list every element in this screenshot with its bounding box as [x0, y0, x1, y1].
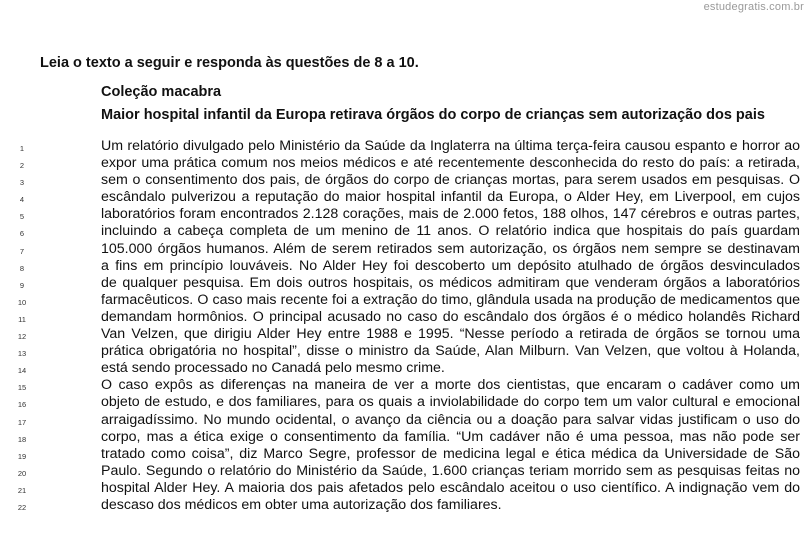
line-number: 21: [17, 485, 27, 495]
line-number: 18: [17, 434, 27, 444]
instruction-heading: Leia o texto a seguir e responda às questões de 8 a 10.: [40, 55, 419, 71]
text-line: corpo, mas a ética exige o consentimento da família. “Um cadáver não é uma pessoa, mas não pode ser: [101, 428, 800, 445]
line-number: 15: [17, 383, 27, 393]
line-number: 13: [17, 349, 27, 359]
article-body: [101, 138, 800, 514]
text-line: tratado como coisa”, diz Marco Segre, professor de medicina legal e ética médica da Universidade de São: [101, 445, 800, 462]
text-line: prática obrigatória no hospital”, disse o ministro da Saúde, Alan Milburn. Van Velzen, que voltou à Holanda,: [101, 343, 800, 360]
text-line: O caso expôs as diferenças na maneira de ver a morte dos cientistas, que encaram o cadáver como um: [101, 377, 800, 394]
line-number: 5: [19, 212, 25, 222]
text-line: Paulo. Segundo o relatório do Ministério da Saúde, 1.600 crianças teriam morrido sem as pesquisas feitas no: [101, 462, 800, 479]
line-number: 3: [19, 178, 25, 188]
text-line: escândalo pulverizou a reputação do maior hospital infantil da Europa, o Alder Hey, em Liverpool, em cujos: [101, 189, 800, 206]
text-line: laboratórios foram encontrados 2.128 corações, mais de 2.000 fetos, 188 olhos, 147 cérebros e outras partes,: [101, 206, 800, 223]
text-line: a fins em princípio louváveis. No Alder Hey foi descoberto um depósito atulhado de órgãos desvinculados: [101, 257, 800, 274]
line-number: 1: [19, 144, 25, 153]
line-number: 16: [17, 400, 27, 410]
text-line: de qualquer pesquisa. Em dois outros hospitais, os médicos admitiram que venderam órgãos a laboratórios: [101, 274, 800, 291]
collection-title: Coleção macabra: [101, 84, 222, 100]
text-line: hospital Alder Hey. A maioria dos pais afetados pelo escândalo aceitou o uso científico. A indignação vem do: [101, 479, 800, 496]
text-line: está sendo processado no Canadá pelo mesmo crime.: [101, 360, 445, 377]
site-watermark: estudegratis.com.br: [703, 1, 804, 13]
text-line: objeto de estudo, e dos familiares, para os quais a inviolabilidade do corpo tem um valor cultural e emocional: [101, 394, 800, 411]
line-number: 12: [17, 332, 27, 342]
article-headline: Maior hospital infantil da Europa retirava órgãos do corpo de crianças sem autorização dos pais: [101, 107, 765, 123]
line-number: 22: [17, 502, 27, 512]
line-number: 4: [19, 195, 25, 205]
text-line: arraigadíssimo. No mundo ocidental, o avanço da ciência ou a doação para salvar vidas justificam o uso do: [101, 411, 800, 428]
line-number: 7: [19, 246, 25, 256]
line-number: 11: [18, 314, 26, 324]
line-number-column: [14, 138, 30, 514]
text-line: expor uma prática comum nos meios médicos e até recentemente desconhecida do resto do país: a retirada,: [101, 155, 800, 172]
line-number: 8: [19, 263, 25, 273]
line-number: 9: [19, 280, 25, 290]
text-line: incluindo a cabeça completa de um menino de 11 anos. O relatório indica que hospitais do país guardam: [101, 223, 800, 240]
line-number: 20: [17, 468, 27, 478]
line-number: 14: [17, 366, 27, 376]
text-line: sem o consentimento dos pais, de órgãos do corpo de crianças mortas, para serem usados em pesquisas. O: [101, 172, 800, 189]
text-line: Um relatório divulgado pelo Ministério da Saúde da Inglaterra na última terça-feira causou espanto e horror ao: [101, 138, 800, 154]
text-line: Van Velzen, que dirigiu Alder Hey entre 1988 e 1995. “Nesse período a retirada de órgãos se tornou uma: [101, 326, 800, 343]
line-number: 2: [19, 161, 25, 171]
text-line: farmacêuticos. O caso mais recente foi a extração do timo, glândula usada na produção de medicamentos que: [101, 291, 800, 308]
text-line: demandam hormônios. O principal acusado no caso do escândalo dos órgãos é o médico holandês Richard: [101, 308, 800, 325]
text-line: 105.000 órgãos humanos. Além de serem retirados sem autorização, os órgãos nem sempre se destinavam: [101, 240, 800, 257]
text-line: descaso dos médicos em obter uma autorização dos familiares.: [101, 496, 502, 513]
line-number: 10: [17, 297, 27, 307]
line-number: 17: [17, 417, 27, 427]
line-number: 19: [17, 451, 27, 461]
line-number: 6: [19, 229, 25, 239]
